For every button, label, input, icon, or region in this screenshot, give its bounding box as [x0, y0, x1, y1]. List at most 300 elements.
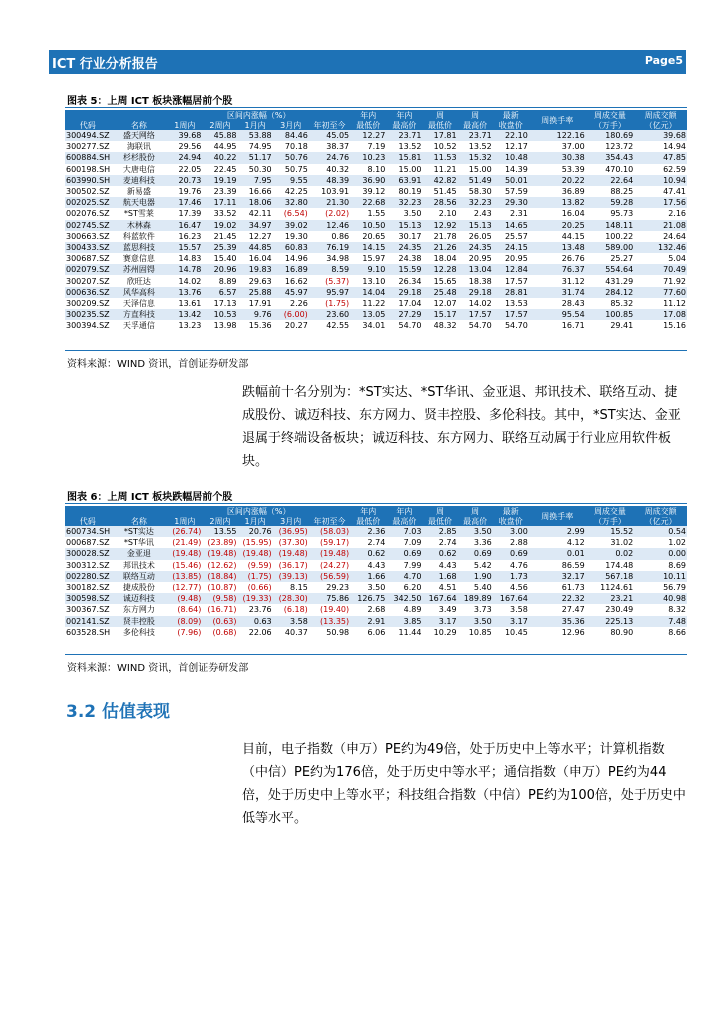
table-cell: (6.54): [283, 209, 308, 219]
table-cell: 17.56: [663, 198, 686, 208]
stock-name: 苏州固锝: [122, 265, 155, 275]
table-cell: 58.30: [468, 187, 492, 197]
table-cell: 10.29: [433, 627, 457, 637]
table-cell: 76.37: [561, 265, 585, 275]
table-cell: 15.57: [178, 242, 202, 252]
table-cell: 14.65: [504, 220, 528, 230]
table-cell: 13.53: [504, 298, 528, 308]
table-cell: 103.91: [321, 187, 350, 197]
table-cell: 45.88: [213, 131, 237, 141]
table-cell: 1.73: [510, 571, 528, 581]
table-cell: 13.82: [561, 198, 585, 208]
table-cell: 37.00: [561, 142, 585, 152]
table-cell: 27.47: [561, 605, 585, 615]
table-row: [65, 130, 687, 141]
stock-name: 多伦科技: [122, 627, 155, 637]
table-cell: 24.64: [663, 231, 686, 241]
table-cell: 25.27: [610, 254, 634, 264]
table-cell: (39.13): [278, 571, 308, 581]
table-cell: 13.52: [398, 142, 422, 152]
table-cell: 7.03: [403, 527, 422, 537]
table-cell: (58.03): [319, 527, 350, 537]
fig6-hdr-closeprice: 收盘价: [498, 516, 523, 526]
fig5-hdr-max2: 最高价: [463, 120, 488, 130]
fig5-hdr-3m: 3月内: [280, 120, 302, 130]
table-cell: 60.83: [284, 242, 308, 252]
table-cell: 21.08: [663, 220, 686, 230]
stock-code: 300494.SZ: [66, 131, 110, 141]
table-row: [65, 264, 687, 275]
table-cell: 0.69: [403, 549, 422, 559]
stock-code: 300182.SZ: [66, 583, 110, 593]
table-cell: (21.49): [172, 538, 202, 548]
table-cell: 3.00: [510, 527, 528, 537]
table-cell: 17.08: [663, 310, 686, 320]
table-cell: 51.45: [433, 187, 457, 197]
stock-code: 300207.SZ: [66, 276, 110, 286]
table-row: [65, 186, 687, 197]
fig5-hdr-1m: 1月内: [244, 120, 266, 130]
table-cell: 3.49: [438, 605, 457, 615]
table-cell: 25.39: [213, 242, 237, 252]
table-cell: 4.43: [438, 560, 457, 570]
table-row: [65, 220, 687, 231]
table-cell: 11.22: [362, 298, 386, 308]
table-cell: 25.48: [433, 287, 457, 297]
table-cell: 12.27: [362, 131, 386, 141]
fig5-hdr-turnover: 周换手率: [541, 115, 574, 125]
table-cell: 23.21: [610, 594, 634, 604]
table-cell: 16.04: [561, 209, 585, 219]
stock-name: 诚迈科技: [122, 594, 155, 604]
fig5-hdr-ylow: 年内: [360, 110, 377, 120]
table-cell: 3.58: [289, 616, 308, 626]
table-cell: 24.38: [398, 254, 422, 264]
table-cell: 13.98: [213, 321, 237, 331]
table-cell: 0.00: [668, 549, 686, 559]
table-cell: 29.18: [398, 287, 422, 297]
table-cell: 15.65: [433, 276, 457, 286]
table-cell: 14.04: [362, 287, 386, 297]
table-cell: 24.35: [398, 242, 422, 252]
fig6-hdr-close: 最新: [502, 506, 519, 516]
table-cell: (19.33): [242, 594, 272, 604]
table-cell: 174.48: [605, 560, 634, 570]
table-cell: 36.90: [362, 175, 386, 185]
table-cell: 88.25: [610, 187, 634, 197]
fig5-bottom-rule: [65, 350, 687, 351]
fig5-hdr-code: 代码: [79, 120, 96, 130]
table-row: [65, 231, 687, 242]
table-row: [65, 141, 687, 152]
table-cell: (36.17): [278, 560, 308, 570]
table-cell: 14.15: [362, 242, 386, 252]
table-cell: (15.95): [242, 538, 272, 548]
table-cell: 12.27: [248, 231, 272, 241]
fig5-top-rule: [65, 107, 687, 108]
table-cell: 13.05: [362, 310, 386, 320]
table-cell: 1.66: [367, 571, 386, 581]
fig5-hdr-name: 名称: [130, 120, 147, 130]
table-cell: 32.17: [561, 571, 585, 581]
table-row: [65, 309, 687, 320]
table-cell: 16.47: [178, 220, 202, 230]
table-cell: 10.53: [213, 310, 237, 320]
fig6-hdr-volume-unit: （万手）: [593, 516, 626, 526]
stock-name: 新易盛: [126, 187, 151, 197]
table-cell: 5.42: [473, 560, 492, 570]
table-cell: 39.68: [178, 131, 202, 141]
fig6-hdr-name: 名称: [130, 516, 147, 526]
table-cell: 14.94: [663, 142, 686, 152]
table-cell: 0.69: [473, 549, 492, 559]
table-cell: 29.63: [248, 276, 272, 286]
table-cell: 20.95: [468, 254, 492, 264]
table-cell: 7.95: [253, 175, 272, 185]
table-row: [65, 253, 687, 264]
table-cell: 13.42: [178, 310, 202, 320]
stock-code: 300367.SZ: [66, 605, 110, 615]
table-cell: 100.22: [605, 231, 634, 241]
table-cell: 47.85: [663, 153, 686, 163]
table-cell: 2.36: [367, 527, 386, 537]
table-cell: (7.96): [177, 627, 202, 637]
table-cell: 17.57: [468, 310, 492, 320]
table-cell: 39.68: [663, 131, 686, 141]
stock-code: 300312.SZ: [66, 560, 110, 570]
stock-name: 赛意信息: [122, 254, 155, 264]
table-cell: 23.71: [468, 131, 492, 141]
table-cell: 0.01: [566, 549, 585, 559]
table-cell: 2.68: [367, 605, 386, 615]
table-cell: 2.31: [510, 209, 528, 219]
table-cell: 38.37: [326, 142, 350, 152]
table-cell: (19.48): [207, 549, 237, 559]
table-cell: 431.29: [605, 276, 634, 286]
table-cell: 75.86: [326, 594, 350, 604]
stock-code: 002141.SZ: [66, 616, 110, 626]
table-cell: 30.38: [561, 153, 585, 163]
table-cell: 35.36: [561, 616, 585, 626]
fig5-hdr-amount: 周成交额: [644, 110, 677, 120]
table-cell: 54.70: [504, 321, 528, 331]
table-cell: 4.70: [403, 571, 422, 581]
table-cell: (6.00): [283, 310, 308, 320]
fig5-hdr-yhigh: 年内: [396, 110, 413, 120]
table-cell: 20.95: [504, 254, 528, 264]
table-cell: 3.73: [473, 605, 492, 615]
stock-code: 300209.SZ: [66, 298, 110, 308]
stock-code: 002745.SZ: [66, 220, 110, 230]
table-cell: 29.18: [468, 287, 492, 297]
stock-name: 贤丰控股: [122, 616, 155, 626]
fig5-hdr-min1: 最低价: [356, 120, 381, 130]
table-cell: 42.25: [284, 187, 308, 197]
table-cell: 42.82: [433, 175, 457, 185]
stock-name: 欣旺达: [126, 276, 151, 286]
table-cell: 180.69: [605, 131, 634, 141]
table-cell: 15.59: [398, 265, 422, 275]
table-cell: 21.45: [213, 231, 237, 241]
table-cell: 18.06: [248, 198, 272, 208]
table-cell: (19.40): [319, 605, 350, 615]
table-cell: 0.86: [331, 231, 350, 241]
table-row: [65, 298, 687, 309]
table-cell: 284.12: [605, 287, 634, 297]
table-cell: 3.50: [367, 583, 386, 593]
stock-code: 300394.SZ: [66, 321, 110, 331]
table-cell: 2.74: [438, 538, 457, 548]
stock-name: 木林森: [126, 220, 151, 230]
stock-name: 盛天网络: [122, 131, 155, 141]
table-cell: 0.69: [510, 549, 528, 559]
table-cell: 34.98: [326, 254, 350, 264]
table-cell: 15.17: [433, 310, 457, 320]
stock-code: 300433.SZ: [66, 242, 110, 252]
table-cell: 132.46: [658, 242, 686, 252]
stock-name: 金亚退: [126, 549, 151, 559]
stock-name: *ST实达: [123, 527, 154, 537]
table-cell: 16.62: [284, 276, 308, 286]
table-cell: (10.87): [207, 583, 237, 593]
table-cell: 95.73: [610, 209, 634, 219]
fig6-hdr-turnover: 周换手率: [541, 511, 574, 521]
table-cell: 14.83: [178, 254, 202, 264]
table-cell: 1.90: [473, 571, 492, 581]
fig6-hdr-1w: 1周内: [174, 516, 196, 526]
stock-code: 603990.SH: [66, 175, 111, 185]
table-cell: 50.75: [284, 164, 308, 174]
table-cell: 3.17: [510, 616, 528, 626]
table-cell: 20.76: [248, 527, 272, 537]
table-cell: 23.60: [326, 310, 350, 320]
table-cell: 40.37: [284, 627, 308, 637]
stock-name: *ST雪莱: [123, 209, 154, 219]
stock-name: 蓝思科技: [122, 242, 155, 252]
table-cell: 44.85: [248, 242, 272, 252]
table-cell: 2.74: [367, 538, 386, 548]
table-cell: 45.97: [284, 287, 308, 297]
table-cell: 3.85: [403, 616, 422, 626]
table-cell: 22.64: [610, 175, 634, 185]
table-cell: 16.89: [284, 265, 308, 275]
table-cell: 17.81: [433, 131, 457, 141]
table-cell: 28.81: [504, 287, 528, 297]
table-cell: 6.06: [367, 627, 386, 637]
table-cell: 10.23: [362, 153, 386, 163]
table-cell: 17.39: [178, 209, 202, 219]
table-cell: 12.28: [433, 265, 457, 275]
table-row: [65, 593, 687, 604]
fig6-hdr-whigh: 周: [471, 506, 480, 516]
table-cell: 14.02: [178, 276, 202, 286]
table-cell: 70.49: [663, 265, 686, 275]
table-cell: 44.15: [561, 231, 585, 241]
table-cell: 230.49: [605, 605, 634, 615]
table-cell: 40.32: [326, 164, 350, 174]
table-cell: (19.48): [172, 549, 202, 559]
stock-code: 300028.SZ: [66, 549, 110, 559]
table-cell: 32.23: [398, 198, 422, 208]
table-cell: 17.46: [178, 198, 202, 208]
table-cell: 56.79: [663, 583, 686, 593]
table-cell: 50.76: [284, 153, 308, 163]
table-cell: 48.32: [433, 321, 457, 331]
table-cell: (15.46): [172, 560, 202, 570]
table-cell: 10.48: [504, 153, 528, 163]
table-cell: 470.10: [605, 164, 634, 174]
table-cell: 21.30: [326, 198, 350, 208]
table-cell: 22.06: [248, 627, 272, 637]
table-cell: 7.19: [367, 142, 386, 152]
table-row: [65, 287, 687, 298]
stock-name: 天孚通信: [122, 321, 155, 331]
table-cell: 95.97: [326, 287, 350, 297]
fig6-hdr-amount: 周成交额: [644, 506, 677, 516]
table-cell: 17.57: [504, 276, 528, 286]
table-cell: 51.49: [468, 175, 492, 185]
table-cell: 2.99: [566, 527, 585, 537]
fig6-hdr-wlow: 周: [436, 506, 445, 516]
fig6-hdr-ytd: 年初至今: [313, 516, 346, 526]
table-row: [65, 582, 687, 593]
fig6-hdr-min1: 最低价: [356, 516, 381, 526]
table-cell: 3.50: [473, 527, 492, 537]
table-row: [65, 208, 687, 219]
fig6-table: [65, 506, 687, 638]
table-cell: (12.62): [207, 560, 237, 570]
table-cell: 8.69: [668, 560, 686, 570]
table-cell: 15.16: [663, 321, 686, 331]
stock-code: 600884.SH: [66, 153, 111, 163]
table-cell: (59.17): [319, 538, 350, 548]
table-cell: (6.18): [283, 605, 308, 615]
table-cell: 28.56: [433, 198, 457, 208]
table-cell: 22.10: [504, 131, 528, 141]
table-cell: (9.59): [247, 560, 272, 570]
fig6-top-rule: [65, 503, 687, 504]
table-cell: 26.34: [398, 276, 422, 286]
stock-code: 300235.SZ: [66, 310, 110, 320]
table-row: [65, 548, 687, 559]
table-cell: 24.15: [504, 242, 528, 252]
table-row: [65, 560, 687, 571]
stock-code: 300687.SZ: [66, 254, 110, 264]
table-cell: 10.45: [504, 627, 528, 637]
table-row: [65, 164, 687, 175]
report-header: [49, 50, 686, 74]
table-row: [65, 175, 687, 186]
table-cell: 7.48: [668, 616, 686, 626]
table-cell: 4.51: [438, 583, 457, 593]
table-cell: (24.27): [319, 560, 350, 570]
table-cell: 1124.61: [600, 583, 634, 593]
table-cell: (19.48): [242, 549, 272, 559]
fig6-hdr-max1: 最高价: [392, 516, 417, 526]
table-row: [65, 197, 687, 208]
fig5-hdr-range: 区间内涨幅（%）: [226, 110, 291, 120]
table-cell: 34.97: [248, 220, 272, 230]
stock-name: 方直科技: [122, 310, 155, 320]
table-cell: 50.01: [504, 175, 528, 185]
table-cell: 31.02: [610, 538, 634, 548]
table-cell: 61.73: [561, 583, 585, 593]
table-cell: 33.52: [213, 209, 237, 219]
fig6-hdr-amount-unit: （亿元）: [644, 516, 677, 526]
table-cell: 100.85: [605, 310, 634, 320]
table-cell: 16.66: [248, 187, 272, 197]
table-row: [65, 526, 687, 537]
table-cell: 0.54: [668, 527, 686, 537]
table-cell: 20.96: [213, 265, 237, 275]
table-cell: (28.30): [278, 594, 308, 604]
table-cell: (18.84): [207, 571, 237, 581]
fig5-source: 资料来源：WIND 资讯，首创证券研发部: [67, 359, 249, 370]
fig5-hdr-amount-unit: （亿元）: [644, 120, 677, 130]
fig6-body: [65, 526, 687, 638]
table-cell: 10.11: [663, 571, 686, 581]
fig6-hdr-2w: 2周内: [209, 516, 231, 526]
table-cell: 34.01: [362, 321, 386, 331]
table-cell: 17.13: [213, 298, 237, 308]
table-cell: 42.11: [248, 209, 272, 219]
fig6-hdr-min2: 最低价: [428, 516, 453, 526]
fig6-hdr-max2: 最高价: [463, 516, 488, 526]
table-cell: 554.64: [605, 265, 634, 275]
table-cell: 148.11: [605, 220, 634, 230]
table-cell: 32.23: [468, 198, 492, 208]
table-cell: 26.05: [468, 231, 492, 241]
table-cell: 50.98: [326, 627, 350, 637]
table-cell: 74.95: [248, 142, 272, 152]
table-cell: (13.35): [319, 616, 350, 626]
table-cell: 12.92: [433, 220, 457, 230]
fig6-bottom-rule: [65, 654, 687, 655]
stock-code: 002280.SZ: [66, 571, 110, 581]
table-cell: 10.52: [433, 142, 457, 152]
table-cell: 23.76: [248, 605, 272, 615]
table-cell: 42.55: [326, 321, 350, 331]
table-cell: 21.78: [433, 231, 457, 241]
table-cell: 4.76: [510, 560, 528, 570]
table-cell: 11.21: [433, 164, 457, 174]
table-cell: (19.48): [319, 549, 350, 559]
table-cell: (9.48): [177, 594, 202, 604]
table-cell: 40.98: [663, 594, 686, 604]
fig6-hdr-ylow: 年内: [360, 506, 377, 516]
table-cell: 1.68: [438, 571, 457, 581]
table-cell: (0.68): [212, 627, 237, 637]
table-cell: (23.89): [207, 538, 237, 548]
table-cell: 3.17: [438, 616, 457, 626]
table-cell: (13.85): [172, 571, 202, 581]
table-cell: 225.13: [605, 616, 634, 626]
stock-code: 600198.SH: [66, 164, 111, 174]
table-row: [65, 242, 687, 253]
table-cell: 44.95: [213, 142, 237, 152]
stock-code: 300663.SZ: [66, 231, 110, 241]
table-cell: 354.43: [605, 153, 634, 163]
table-cell: 32.80: [284, 198, 308, 208]
table-cell: 29.41: [610, 321, 634, 331]
table-cell: 30.17: [398, 231, 422, 241]
table-cell: 18.04: [433, 254, 457, 264]
page-number: Page5: [644, 54, 683, 67]
table-cell: 6.57: [218, 287, 237, 297]
table-cell: 3.50: [473, 616, 492, 626]
fig5-body: [65, 130, 687, 331]
table-cell: 4.12: [566, 538, 585, 548]
